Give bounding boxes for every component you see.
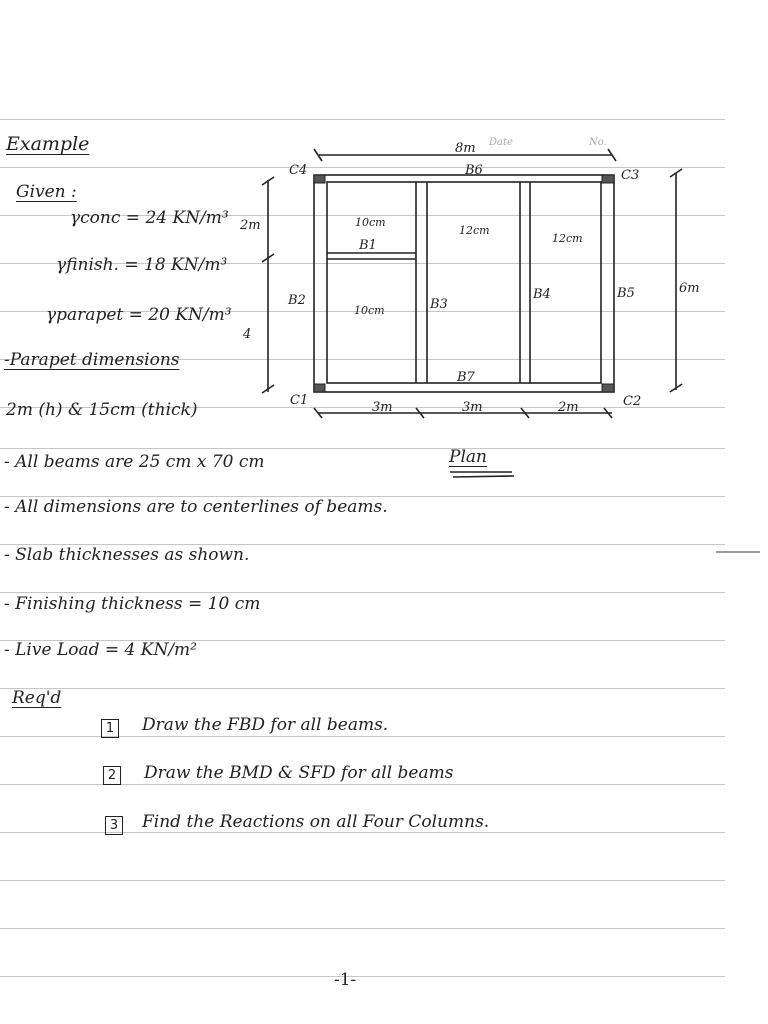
task-1-text: Draw the FBD for all beams. [142, 715, 389, 735]
task-3-text: Find the Reactions on all Four Columns. [142, 812, 490, 832]
dim-left-bottom-label: 4 [243, 327, 252, 342]
beam-b6-label: B6 [465, 163, 483, 178]
note-live-load: - Live Load = 4 KN/m² [4, 640, 197, 660]
reqd-label: Req'd [12, 688, 62, 708]
task-1-number: 1 [101, 719, 119, 738]
inner-beam-frame [327, 182, 601, 383]
column-c1-hatch [314, 384, 325, 392]
parapet-dims: 2m (h) & 15cm (thick) [6, 400, 198, 420]
slab-thickness-top-left: 10cm [355, 216, 386, 229]
task-2-text: Draw the BMD & SFD for all beams [144, 763, 454, 783]
gamma-conc: γconc = 24 KN/m³ [70, 208, 229, 228]
dim-left-top-label: 2m [240, 218, 261, 233]
dim-bottom-label-2: 3m [462, 400, 483, 415]
slab-thickness-right: 12cm [552, 232, 583, 245]
beam-b3-label: B3 [430, 297, 448, 312]
column-c4-label: C4 [289, 163, 308, 178]
dim-bottom-label-3: 2m [558, 400, 579, 415]
slab-thickness-middle: 12cm [459, 224, 490, 237]
gamma-finish: γfinish. = 18 KN/m³ [56, 255, 228, 275]
plan-underline [453, 476, 514, 477]
date-stamp: Date [489, 137, 513, 148]
beam-b4-label: B4 [533, 287, 551, 302]
example-title: Example [6, 133, 90, 155]
plan-label: Plan [449, 447, 487, 467]
given-label: Given : [16, 182, 77, 202]
dim-bottom-label-1: 3m [372, 400, 393, 415]
dim-top-label: 8m [455, 141, 476, 156]
note-centerlines: - All dimensions are to centerlines of beams. [4, 497, 388, 517]
slab-thickness-bottom-left: 10cm [354, 304, 385, 317]
beam-b7-label: B7 [457, 370, 475, 385]
beam-b2-label: B2 [288, 293, 306, 308]
note-slab-thickness: - Slab thicknesses as shown. [4, 545, 250, 565]
note-beam-size: - All beams are 25 cm x 70 cm [4, 452, 265, 472]
beam-b5-label: B5 [617, 286, 635, 301]
dim-right-label: 6m [679, 281, 700, 296]
column-c1-label: C1 [290, 393, 309, 408]
column-c3-label: C3 [621, 168, 640, 183]
column-c3-hatch [602, 175, 614, 183]
page-number: -1- [334, 970, 357, 990]
no-stamp: No. [589, 137, 607, 148]
outer-beam-frame [314, 175, 614, 392]
column-c2-label: C2 [623, 394, 642, 409]
column-c4-hatch [314, 175, 325, 183]
column-c2-hatch [602, 384, 614, 392]
beam-b1-label: B1 [359, 238, 377, 253]
gamma-parapet: γparapet = 20 KN/m³ [46, 305, 232, 325]
note-finishing: - Finishing thickness = 10 cm [4, 594, 261, 614]
parapet-heading: -Parapet dimensions [4, 350, 180, 370]
task-2-number: 2 [103, 766, 121, 785]
task-3-number: 3 [105, 816, 123, 835]
